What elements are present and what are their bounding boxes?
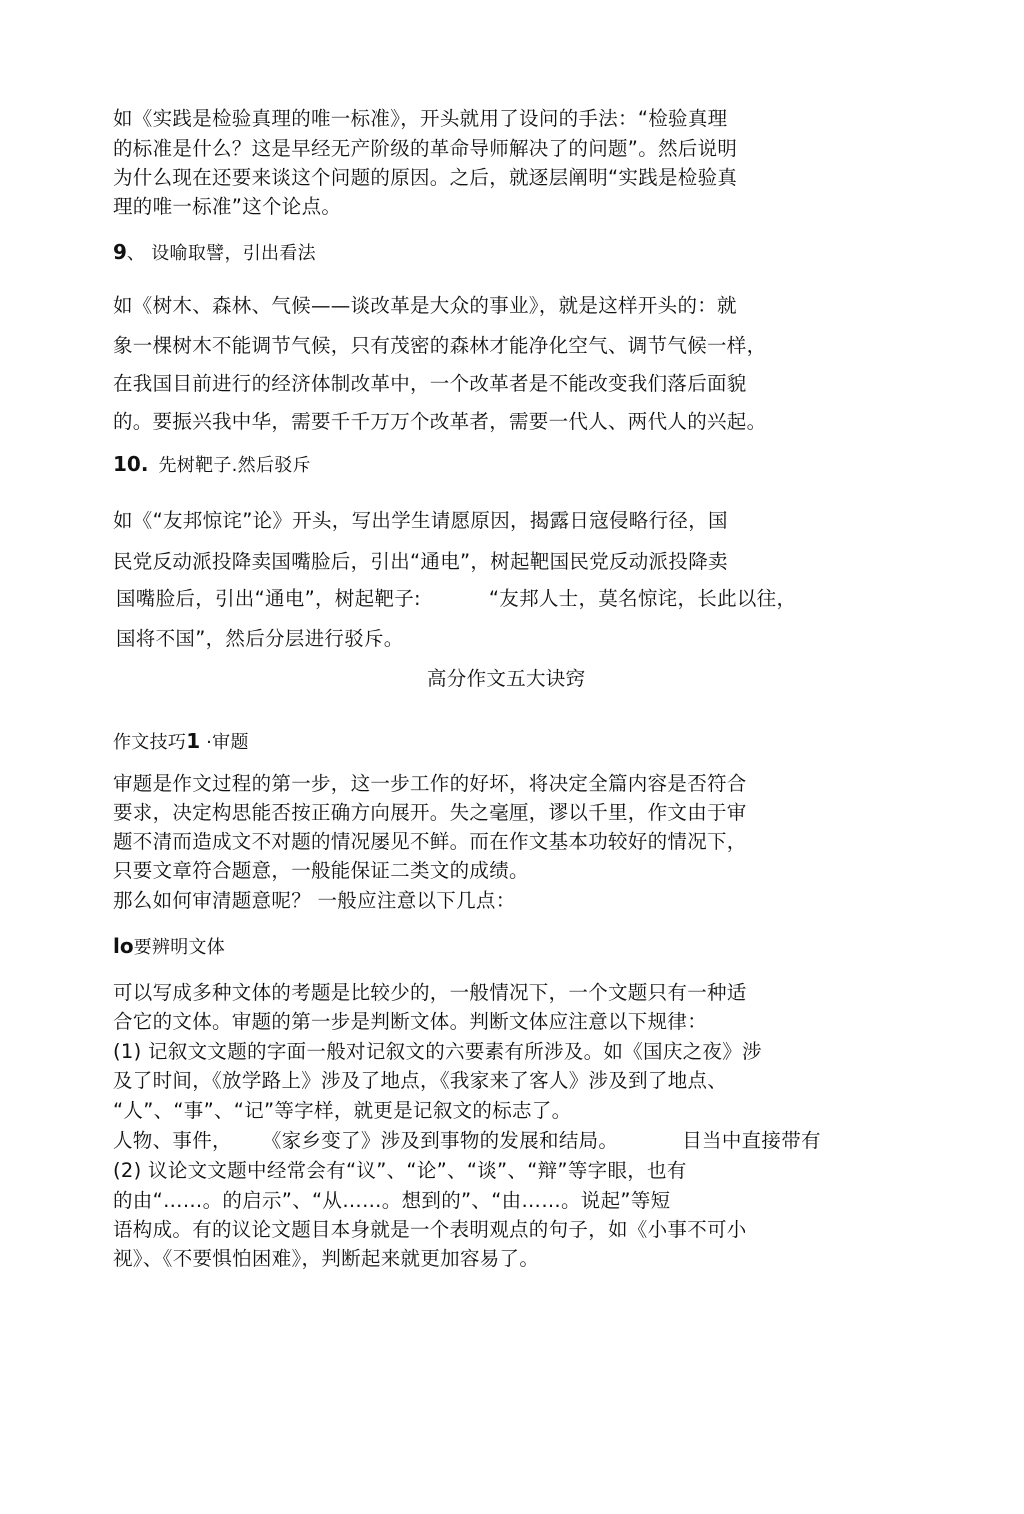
paragraph-line: “人”、“事”、“记”等字样，就更是记叙文的标志了。 [113,1099,572,1122]
subsection-heading [113,933,225,959]
text-segment: 国嘴脸后，引出“通电”，树起靶子: [116,587,421,610]
paragraph-line [113,1125,821,1153]
paragraph-line: (2) 议论文文题中经常会有“议”、“论”、“谈”、“辩”等字眼，也有 [113,1159,687,1182]
tip-prefix: 作文技巧 [113,732,187,753]
paragraph-line: 如《“友邦惊诧”论》开头，写出学生请愿原因，揭露日寇侵略行径，国 [113,509,728,532]
text-segment: 目当中直接带有 [682,1129,821,1152]
paragraph-line: 在我国目前进行的经济体制改革中，一个改革者是不能改变我们落后面貌 [113,372,747,395]
paragraph-line: 审题是作文过程的第一步，这一步工作的好坏，将决定全篇内容是否符合 [113,772,747,795]
paragraph-line: 如《实践是检验真理的唯一标准》，开头就用了设问的手法：“检验真理 [113,107,728,130]
tip-suffix: ·审题 [200,732,249,753]
heading-number: 10. [113,452,149,476]
text-segment: “友邦人士，莫名惊诧，长此以往， [488,587,797,610]
heading-text: 、 设喻取譬，引出看法 [126,243,316,264]
heading-text: 先树靶子.然后驳斥 [158,455,311,476]
heading-text: 要辨明文体 [133,937,226,958]
paragraph-line: 及了时间，《放学路上》涉及了地点，《我家来了客人》涉及到了地点、 [113,1069,728,1092]
paragraph-line: 要求，决定构思能否按正确方向展开。失之毫厘，谬以千里，作文由于审 [113,801,747,824]
paragraph-line: 的标准是什么？这是早经无产阶级的革命导师解决了的问题”。然后说明 [113,137,738,160]
paragraph-line: 国将不国”，然后分层进行驳斥。 [116,627,404,650]
paragraph-line: 的由“……。的启示”、“从……。想到的”、“由……。说起”等短 [113,1189,671,1212]
paragraph-line [116,583,796,611]
paragraph-line: 可以写成多种文体的考题是比较少的，一般情况下，一个文题只有一种适 [113,981,747,1004]
section-heading-10 [113,451,311,477]
section-heading-9 [113,239,316,265]
paragraph-line: 如《树木、森林、气候——谈改革是大众的事业》，就是这样开头的：就 [113,294,737,317]
text-segment: 《家乡变了》涉及到事物的发展和结局。 [261,1129,619,1152]
tip-heading [113,728,249,754]
paragraph-line: 语构成。有的议论文题目本身就是一个表明观点的句子，如《小事不可小 [113,1218,747,1241]
paragraph-line: 那么如何审清题意呢？ 一般应注意以下几点： [113,889,516,912]
paragraph-line: 视》、《不要惧怕困难》，判断起来就更加容易了。 [113,1247,540,1270]
heading-number: 9 [113,240,127,264]
paragraph-line: 合它的文体。审题的第一步是判断文体。判断文体应注意以下规律： [113,1010,708,1033]
text-segment: 人物、事件， [113,1129,232,1152]
heading-number: lo [113,934,134,958]
paragraph-line: 只要文章符合题意，一般能保证二类文的成绩。 [113,859,529,882]
paragraph-line: 的。要振兴我中华，需要千千万万个改革者，需要一代人、两代人的兴起。 [113,410,767,433]
tip-number: 1 [186,729,201,753]
paragraph-line: 理的唯一标准”这个论点。 [113,195,342,218]
paragraph-line: 民党反动派投降卖国嘴脸后，引出“通电”，树起靶国民党反动派投降卖 [113,550,728,573]
paragraph-line: 题不清而造成文不对题的情况屡见不鲜。而在作文基本功较好的情况下， [113,830,747,853]
section-title: 高分作文五大诀窍 [427,667,586,690]
paragraph-line: 为什么现在还要来谈这个问题的原因。之后，就逐层阐明“实践是检验真 [113,166,738,189]
paragraph-line: (1) 记叙文文题的字面一般对记叙文的六要素有所涉及。如《国庆之夜》涉 [113,1040,762,1063]
paragraph-line: 象一棵树木不能调节气候，只有茂密的森林才能净化空气、调节气候一样， [113,334,767,357]
